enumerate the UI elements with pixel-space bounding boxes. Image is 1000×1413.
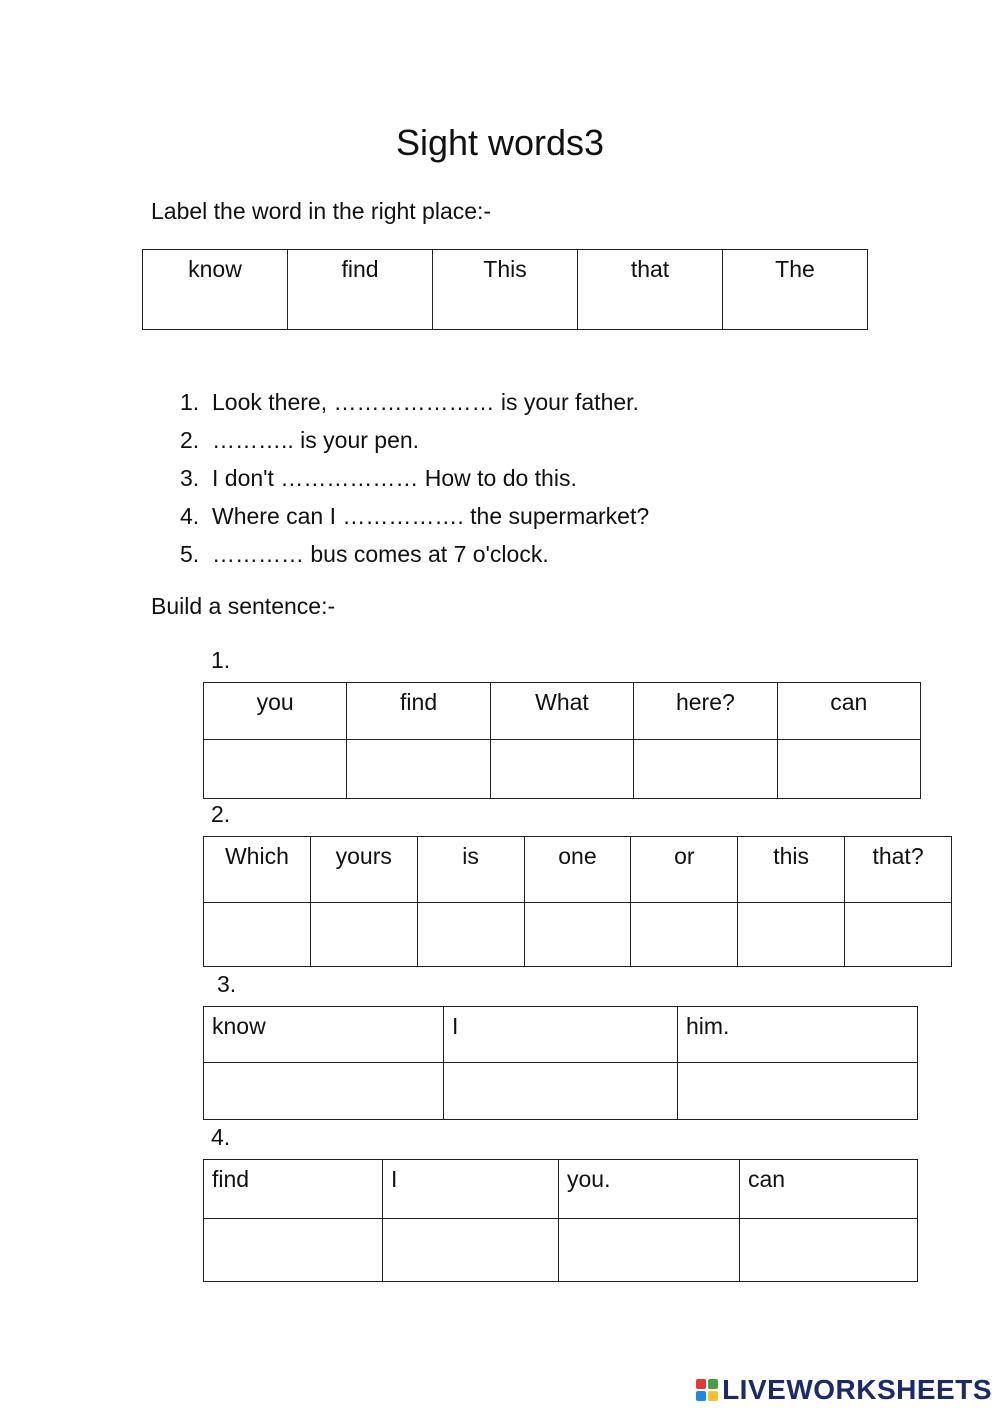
answer-cell[interactable] [417, 903, 524, 967]
answer-cell[interactable] [524, 903, 631, 967]
section1-heading: Label the word in the right place:- [151, 198, 492, 224]
answer-cell[interactable] [678, 1063, 918, 1120]
task4-table [203, 1159, 918, 1282]
answer-cell[interactable] [204, 1219, 383, 1282]
word-bank-cell[interactable]: find [288, 250, 433, 330]
word-bank-cell[interactable]: that [578, 250, 723, 330]
task1-table [203, 682, 921, 799]
answer-cell[interactable] [631, 903, 738, 967]
word-cell: I [444, 1007, 678, 1063]
word-cell: one [524, 837, 631, 903]
word-cell: here? [634, 683, 777, 740]
answer-cell[interactable] [845, 903, 952, 967]
task-number: 3. [217, 971, 237, 997]
task-number: 1. [211, 647, 231, 673]
list-item: 2. ……….. is your pen. [180, 427, 420, 453]
word-cell: find [204, 1160, 383, 1219]
word-bank-cell[interactable]: know [143, 250, 288, 330]
word-cell: him. [678, 1007, 918, 1063]
word-cell: is [417, 837, 524, 903]
word-cell: or [631, 837, 738, 903]
word-cell: find [347, 683, 490, 740]
word-cell: can [777, 683, 920, 740]
word-cell: that? [845, 837, 952, 903]
task3-table [203, 1006, 918, 1120]
list-item: 4. Where can I ……………. the supermarket? [180, 503, 650, 529]
word-bank-cell[interactable]: This [433, 250, 578, 330]
word-cell: you [204, 683, 347, 740]
answer-cell[interactable] [777, 740, 920, 799]
answer-cell[interactable] [204, 1063, 444, 1120]
answer-cell[interactable] [634, 740, 777, 799]
task2-table [203, 836, 952, 967]
answer-cell[interactable] [383, 1219, 559, 1282]
word-cell: yours [310, 837, 417, 903]
list-item: 3. I don't ……………… How to do this. [180, 465, 577, 491]
list-item: 5. ………… bus comes at 7 o'clock. [180, 541, 549, 567]
word-cell: know [204, 1007, 444, 1063]
answer-cell[interactable] [740, 1219, 918, 1282]
answer-cell[interactable] [204, 903, 311, 967]
liveworksheets-logo [696, 1374, 992, 1406]
word-bank-table [142, 249, 868, 330]
answer-cell[interactable] [444, 1063, 678, 1120]
word-cell: I [383, 1160, 559, 1219]
task-number: 4. [211, 1124, 231, 1150]
word-bank-cell[interactable]: The [723, 250, 868, 330]
answer-cell[interactable] [347, 740, 490, 799]
page-title: Sight words3 [395, 122, 605, 163]
answer-cell[interactable] [310, 903, 417, 967]
section2-heading: Build a sentence:- [151, 593, 336, 619]
task-number: 2. [211, 801, 231, 827]
word-cell: can [740, 1160, 918, 1219]
word-cell: What [490, 683, 633, 740]
answer-cell[interactable] [559, 1219, 740, 1282]
answer-cell[interactable] [738, 903, 845, 967]
list-item: 1. Look there, ………………… is your father. [180, 389, 639, 415]
word-cell: this [738, 837, 845, 903]
logo-mark-icon [696, 1379, 718, 1401]
word-cell: you. [559, 1160, 740, 1219]
answer-cell[interactable] [204, 740, 347, 799]
word-cell: Which [204, 837, 311, 903]
sentence-list [180, 383, 649, 573]
answer-cell[interactable] [490, 740, 633, 799]
logo-text: LIVEWORKSHEETS [722, 1374, 992, 1405]
